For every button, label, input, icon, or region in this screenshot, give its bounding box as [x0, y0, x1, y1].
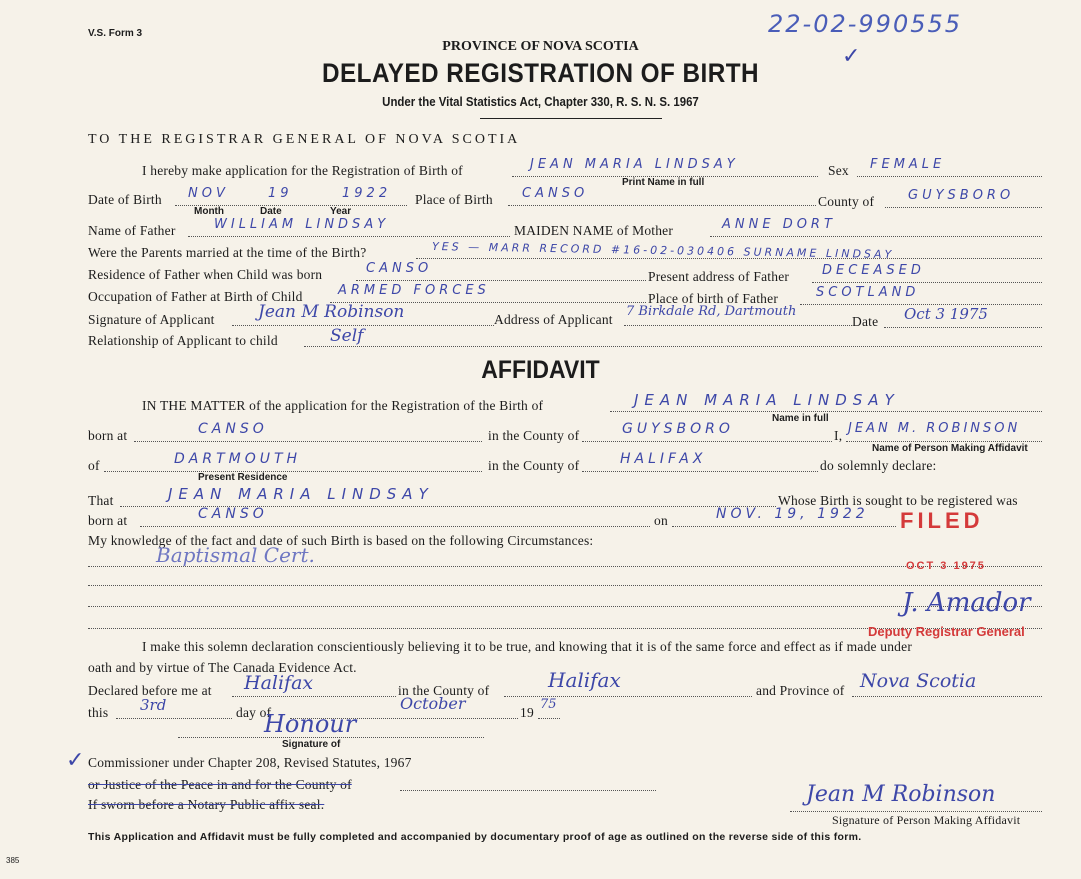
county-line — [885, 207, 1042, 208]
declared-place-line — [232, 696, 396, 697]
commissioner-check-icon: ✓ — [66, 748, 85, 773]
present-address-label: Present address of Father — [648, 269, 790, 284]
born-county-line — [582, 441, 832, 442]
footer-notice: This Application and Affidavit must be fully completed and accompanied by documentary proof of age as outlined on the reverse side of this form. — [88, 831, 862, 843]
applicant-address-value: 7 Birkdale Rd, Dartmouth — [626, 304, 797, 319]
born-at-value-2: CANSO — [198, 506, 268, 522]
stamp-date: OCT 3 1975 — [906, 560, 986, 572]
justice-text: or Justice of the Peace in and for the County of — [88, 777, 352, 792]
day-label: day of — [236, 705, 272, 720]
married-label: Were the Parents married at the time of the Birth? — [88, 245, 367, 260]
day-value: 3rd — [140, 696, 167, 714]
declared-before-label: Declared before me at — [88, 683, 212, 698]
year-value: 75 — [540, 697, 557, 712]
present-address-line — [812, 282, 1042, 283]
circumstance-line-3 — [88, 606, 1042, 607]
check-mark-icon: ✓ — [842, 44, 861, 69]
present-residence-hint: Present Residence — [198, 472, 288, 483]
date-label: Date — [852, 314, 879, 329]
year-hint: Year — [330, 206, 352, 217]
date-value: Oct 3 1975 — [904, 305, 988, 323]
page-subtitle: Under the Vital Statistics Act, Chapter 330, R. S. N. S. 1967 — [382, 94, 699, 109]
born-at-value: CANSO — [198, 421, 268, 437]
of-label: of — [88, 458, 100, 473]
occupation-label: Occupation of Father at Birth of Child — [88, 289, 303, 304]
affidavit-residence: DARTMOUTH — [174, 451, 302, 467]
in-county-label: in the County of — [488, 428, 580, 443]
commissioner-signature: Honour — [264, 710, 357, 738]
commissioner-text: Commissioner under Chapter 208, Revised Statutes, 1967 — [88, 755, 412, 770]
month-hint: Month — [194, 206, 224, 217]
sex-line — [857, 176, 1042, 177]
title-underline — [480, 118, 662, 119]
day-line — [116, 718, 232, 719]
residence-label: Residence of Father when Child was born — [88, 267, 323, 282]
form-number: V.S. Form 3 — [88, 28, 143, 39]
affidavit-child-name: JEAN MARIA LINDSAY — [634, 391, 900, 409]
sex-label: Sex — [828, 163, 849, 178]
declaration-line-1: I make this solemn declaration conscientiously believing it to be true, and knowing that it is of the same force and effect as if made under — [142, 639, 913, 654]
i-label: I, — [834, 428, 843, 443]
deponent-signature-hint: Signature of Person Making Affidavit — [832, 813, 1021, 827]
registrar-signature: J. Amador — [902, 588, 1031, 618]
deponent-name: JEAN M. ROBINSON — [848, 421, 1021, 436]
applicant-address-label: Address of Applicant — [494, 312, 613, 327]
born-at-label: born at — [88, 428, 128, 443]
dob-day: 19 — [268, 186, 293, 201]
on-label: on — [654, 513, 668, 528]
declaration-line-2: oath and by virtue of The Canada Evidence Act. — [88, 660, 357, 675]
dob-year: 1922 — [342, 186, 392, 201]
page-title: DELAYED REGISTRATION OF BIRTH — [322, 58, 759, 88]
deponent-hint: Name of Person Making Affidavit — [872, 443, 1028, 454]
born-at-line — [134, 441, 482, 442]
circumstance-line-2 — [88, 585, 1042, 586]
father-birthplace-label: Place of birth of Father — [648, 291, 779, 306]
notary-text: If sworn before a Notary Public affix seal. — [88, 797, 325, 812]
this-label: this — [88, 705, 109, 720]
affidavit-child-line — [610, 411, 1042, 412]
place-of-birth-value: CANSO — [522, 186, 589, 201]
month-value: October — [400, 694, 466, 713]
filed-stamp: FILED — [900, 508, 984, 533]
residence-line — [356, 280, 646, 281]
matter-text: IN THE MATTER of the application for the Registration of the Birth of — [142, 398, 544, 413]
applicant-address-line — [624, 325, 852, 326]
addressee: TO THE REGISTRAR GENERAL OF NOVA SCOTIA — [88, 132, 521, 147]
birth-date-line — [672, 526, 896, 527]
in-the-county-label: in the County of — [398, 683, 490, 698]
residence-affidavit-line — [104, 471, 482, 472]
deponent-line — [846, 441, 1042, 442]
dob-month: NOV — [188, 186, 229, 201]
date-line — [884, 327, 1042, 328]
circumstance-value: Baptismal Cert. — [156, 543, 315, 567]
footer-code: 385 — [6, 856, 20, 865]
year-prefix: 19 — [520, 705, 534, 720]
father-birthplace-value: SCOTLAND — [816, 285, 920, 300]
print-name-hint: Print Name in full — [622, 177, 705, 188]
county-value: GUYSBORO — [908, 188, 1015, 203]
name-in-full-hint: Name in full — [772, 413, 829, 424]
whose-birth-text: Whose Birth is sought to be registered was — [778, 493, 1018, 508]
province-label: and Province of — [756, 683, 845, 698]
born-at-label-2: born at — [88, 513, 128, 528]
year-line — [538, 718, 560, 719]
father-name-label: Name of Father — [88, 223, 176, 238]
knowledge-text: My knowledge of the fact and date of such Birth is based on the following Circumstances: — [88, 533, 594, 548]
justice-county-line — [400, 790, 656, 791]
birth-date-value: NOV. 19, 1922 — [716, 506, 869, 522]
affidavit-heading: AFFIDAVIT — [481, 356, 600, 384]
that-name: JEAN MARIA LINDSAY — [168, 485, 434, 503]
declared-county: Halifax — [548, 668, 621, 692]
application-line-prefix: I hereby make application for the Registration of Birth of — [142, 163, 463, 178]
mother-value: ANNE DORT — [722, 217, 836, 232]
dob-label: Date of Birth — [88, 192, 162, 207]
residence-county-value: HALIFAX — [620, 451, 707, 467]
married-value: YES — MARR RECORD #16-02-030406 SURNAME LINDSAY — [431, 240, 895, 262]
born-at-line-2 — [140, 526, 650, 527]
county-label: County of — [818, 194, 875, 209]
declared-province-line — [852, 696, 1042, 697]
applicant-signature: Jean M Robinson — [258, 302, 405, 322]
present-address-value: DECEASED — [822, 263, 925, 278]
declare-text: do solemnly declare: — [820, 458, 937, 473]
relationship-line — [304, 346, 1042, 347]
relationship-label: Relationship of Applicant to child — [88, 333, 278, 348]
born-county-value: GUYSBORO — [622, 421, 734, 437]
commissioner-signature-line — [178, 737, 484, 738]
province-heading: PROVINCE OF NOVA SCOTIA — [442, 39, 639, 54]
residence-county-label: in the County of — [488, 458, 580, 473]
file-number: 22-02-990555 — [768, 10, 963, 38]
signature-label: Signature of Applicant — [88, 312, 215, 327]
occupation-value: ARMED FORCES — [338, 283, 490, 298]
deponent-signature: Jean M Robinson — [806, 782, 996, 807]
date-hint: Date — [260, 206, 282, 217]
signature-of-label: Signature of — [282, 739, 341, 750]
declared-province: Nova Scotia — [860, 670, 977, 692]
father-name-line — [188, 236, 510, 237]
that-label: That — [88, 493, 114, 508]
declared-place: Halifax — [244, 672, 314, 694]
sex-value: FEMALE — [870, 157, 946, 172]
father-name-value: WILLIAM LINDSAY — [214, 217, 390, 232]
place-of-birth-line — [508, 205, 816, 206]
residence-county-line — [582, 471, 818, 472]
registrar-title: Deputy Registrar General — [868, 624, 1025, 639]
residence-value: CANSO — [366, 261, 433, 276]
deponent-signature-line — [790, 811, 1042, 812]
child-name-value: JEAN MARIA LINDSAY — [530, 157, 739, 172]
mother-label: MAIDEN NAME of Mother — [514, 223, 674, 238]
mother-line — [710, 236, 1042, 237]
relationship-value: Self — [330, 326, 364, 346]
place-of-birth-label: Place of Birth — [415, 192, 493, 207]
